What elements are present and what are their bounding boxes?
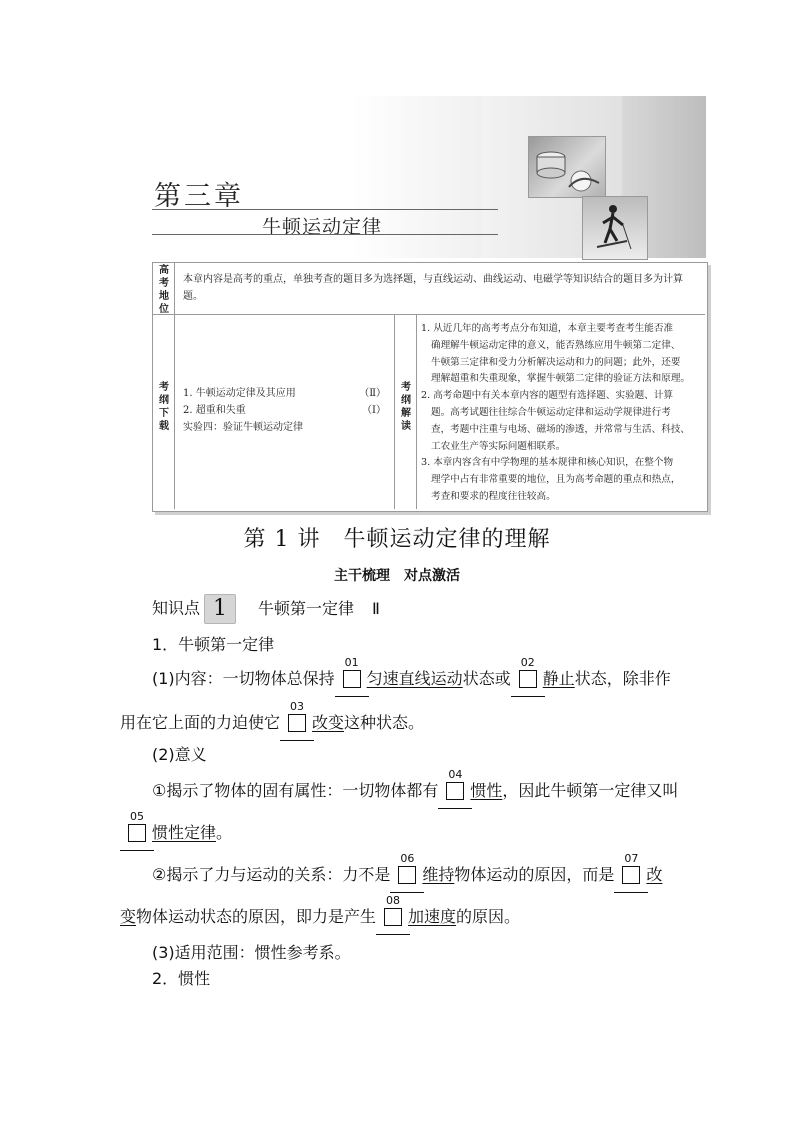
- text-run: 状态，除非作: [574, 669, 671, 688]
- syllabus-item-text: 实验四：验证牛顿运动定律: [183, 422, 303, 433]
- paragraph-meaning-1-line-2: [120, 810, 233, 844]
- text-run: ，因此牛顿第一定律又叫: [502, 781, 679, 800]
- text-run: 的原因。: [456, 907, 521, 926]
- reading-line: 2. 高考命题中有关本章内容的题型有选择题、实验题、计算: [421, 390, 674, 402]
- status-text-cell: [175, 263, 705, 315]
- blank-number: 03: [284, 701, 310, 713]
- knowledge-point-name: 牛顿第一定律: [258, 598, 355, 618]
- answer-fill: 匀速直线运动: [366, 669, 463, 688]
- syllabus-item-level: （Ⅰ）: [362, 405, 386, 416]
- reading-line: 1. 从近几年的高考考点分布知道，本章主要考查考生能否准: [421, 323, 674, 334]
- text-run: 。: [216, 823, 233, 842]
- blank-number: 01: [339, 657, 365, 669]
- chapter-rule: [152, 209, 498, 210]
- blank-number: 02: [515, 657, 541, 669]
- paragraph-meaning-2-line-1: [152, 852, 663, 886]
- heading-newton-first-law: 1．牛顿第一定律: [152, 635, 275, 654]
- reading-line: 3. 本章内容含有中学物理的基本规律和核心知识，在整个物: [421, 457, 674, 469]
- syllabus-list-cell: [175, 315, 395, 509]
- paragraph-meaning-1-line-1: [152, 768, 679, 802]
- text-run: 用在它上面的力迫使它: [120, 713, 281, 732]
- answer-fill: 加速度: [408, 907, 457, 926]
- answer-fill: 维持: [422, 865, 455, 884]
- skier-image: [583, 197, 647, 259]
- text-run: ②揭示了力与运动的关系：力不是: [152, 865, 391, 884]
- chapter-title: 牛顿运动定律: [262, 216, 383, 238]
- section-title: 主干梳理 对点激活: [334, 568, 460, 584]
- paragraph-content-line-1: [152, 656, 671, 690]
- banner-photo-coins: [528, 136, 606, 198]
- blank-number-box: [339, 656, 365, 690]
- paragraph-meaning-heading: (2)意义: [152, 745, 207, 764]
- answer-fill: 静止: [542, 669, 575, 688]
- blank-number: 06: [394, 853, 420, 865]
- blank-number-box: [618, 852, 644, 886]
- syllabus-item-text: 2. 超重和失重: [183, 405, 246, 416]
- blank-number-box: [442, 768, 468, 802]
- syllabus-label-cell: [153, 315, 175, 509]
- reading-line: 题。高考试题往往综合牛顿运动定律和运动学规律进行考: [431, 406, 671, 418]
- text-run: ①揭示了物体的固有属性：一切物体都有: [152, 781, 439, 800]
- answer-fill: 惯性定律: [152, 823, 217, 842]
- blank-number-box: [124, 810, 150, 844]
- text-run: 这种状态。: [344, 713, 425, 732]
- knowledge-point-header: [152, 594, 380, 624]
- reading-label-cell: [395, 315, 417, 509]
- text-run: (1)内容：一切物体总保持: [152, 669, 335, 688]
- text-run: 物体运动状态的原因，即力是产生: [136, 907, 377, 926]
- knowledge-point-number: 1: [204, 594, 236, 624]
- banner-photo-skier: [582, 196, 648, 260]
- blank-number-box: [284, 700, 310, 734]
- reading-line: 确理解牛顿运动定律的意义，能否熟练应用牛顿第二定律、: [431, 339, 681, 351]
- reading-line: 牛顿第三定律和受力分析解决运动和力的问题；此外，还要: [431, 356, 681, 368]
- blank-number-box: [380, 894, 406, 928]
- syllabus-item: [183, 402, 386, 419]
- text-run: 物体运动的原因，而是: [454, 865, 615, 884]
- reading-line: 考查和要求的程度往往较高。: [431, 490, 556, 502]
- blank-number: 07: [618, 853, 644, 865]
- status-text: 本章内容是高考的重点，单独考查的题目多为选择题，与直线运动、曲线运动、电磁学等知识结合的题目多为计算题。: [183, 274, 683, 302]
- answer-fill: 惯性: [470, 781, 503, 800]
- paragraph-scope: (3)适用范围：惯性参考系。: [152, 943, 351, 962]
- syllabus-item-text: 1. 牛顿运动定律及其应用: [183, 388, 296, 399]
- blank-number: 05: [124, 811, 150, 823]
- reading-line: 工农业生产等实际问题相联系。: [431, 440, 566, 452]
- knowledge-point-label: 知识点: [152, 598, 201, 618]
- status-label: 高考地位: [159, 265, 169, 315]
- syllabus-label: 考纲下载: [159, 382, 169, 432]
- chapter-rule: [152, 234, 498, 235]
- chapter-number-title: 第三章: [154, 181, 244, 212]
- syllabus-item: [183, 385, 386, 402]
- blank-number-box: [394, 852, 420, 886]
- chapter-outline-table: [152, 262, 708, 512]
- lecture-title: 第 1 讲 牛顿运动定律的理解: [243, 527, 551, 552]
- text-run: 状态或: [462, 669, 511, 688]
- blank-number: 08: [380, 895, 406, 907]
- reading-line: 理解超重和失重现象，掌握牛顿第二定律的验证方法和原理。: [431, 373, 691, 385]
- knowledge-point-level: Ⅱ: [372, 598, 380, 618]
- blank-number: 04: [442, 769, 468, 781]
- paragraph-meaning-2-line-2: [120, 894, 521, 928]
- status-label-cell: [153, 263, 175, 315]
- coins-image: [529, 137, 605, 197]
- answer-fill: 改变: [312, 713, 345, 732]
- reading-line: 查，考题中注重与电场、磁场的渗透，并常常与生活、科技、: [431, 423, 691, 435]
- reading-line: 理学中占有非常重要的地位，且为高考命题的重点和热点，: [431, 474, 681, 486]
- syllabus-item: [183, 419, 386, 436]
- syllabus-item-level: （Ⅱ）: [359, 388, 386, 399]
- blank-number-box: [515, 656, 541, 690]
- heading-inertia: 2．惯性: [152, 969, 211, 988]
- reading-label: 考纲解读: [401, 382, 411, 432]
- answer-fill: 变: [120, 907, 137, 926]
- answer-fill: 改: [646, 865, 663, 884]
- reading-text-cell: [417, 315, 705, 509]
- paragraph-content-line-2: [120, 700, 425, 734]
